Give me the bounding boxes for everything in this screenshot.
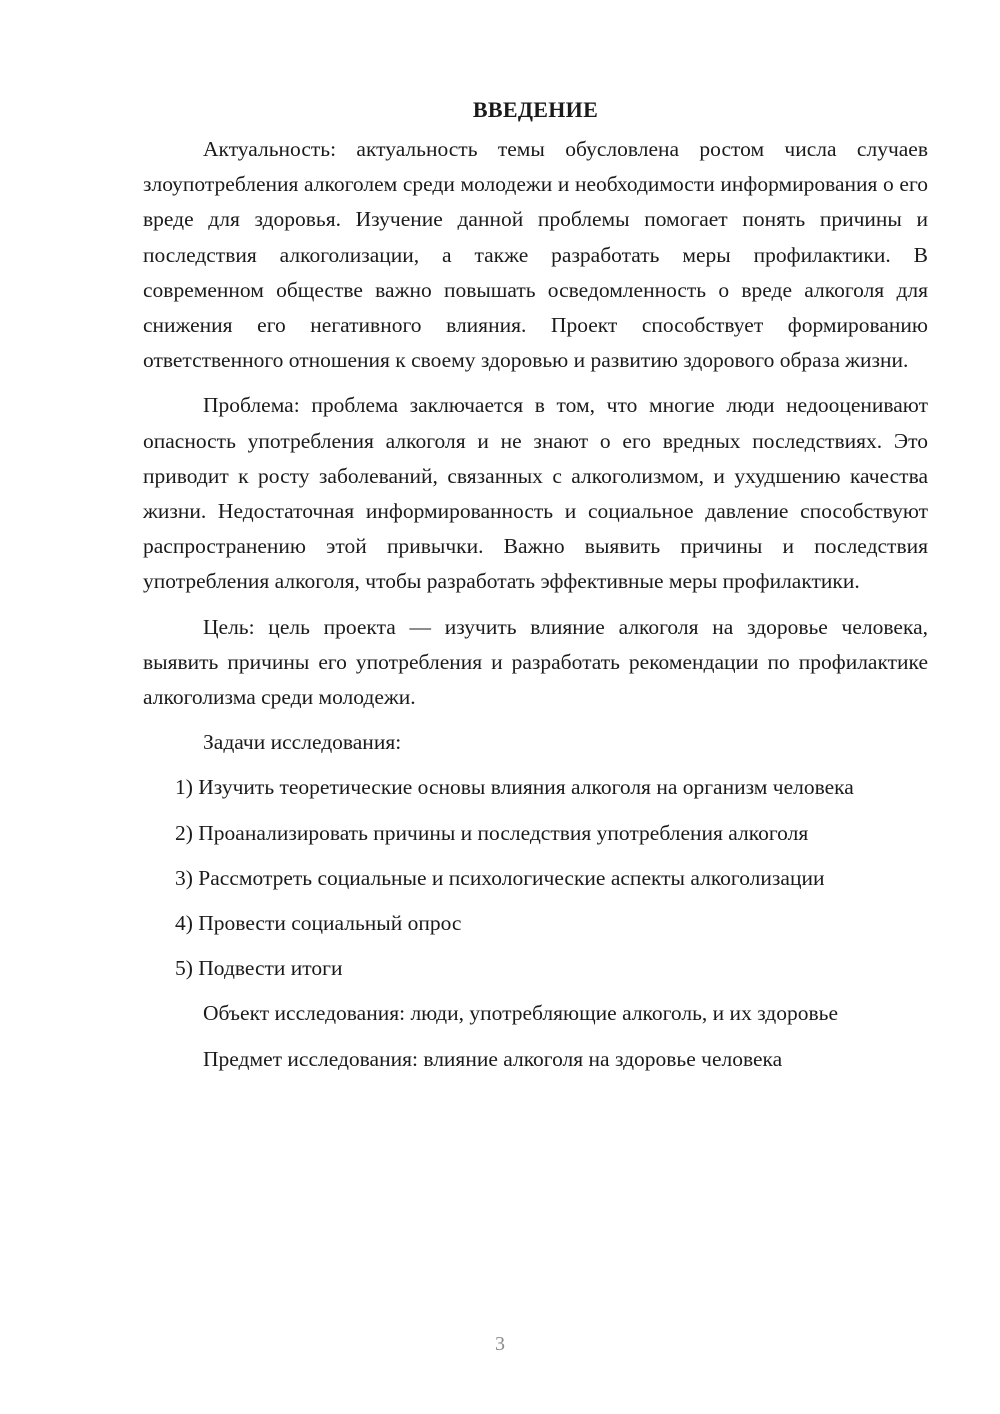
task-item-3: 3) Рассмотреть социальные и психологические аспекты алкоголизации <box>175 865 825 890</box>
page-number: 3 <box>495 1333 505 1355</box>
task-item-4: 4) Провести социальный опрос <box>175 911 462 936</box>
subject-paragraph: Предмет исследования: влияние алкоголя на здоровье человека <box>203 1046 783 1071</box>
task-item-1: 1) Изучить теоретические основы влияния алкоголя на организм человека <box>175 775 854 800</box>
tasks-title: Задачи исследования: <box>203 730 402 755</box>
object-paragraph: Объект исследования: люди, употребляющие алкоголь, и их здоровье <box>203 1001 838 1026</box>
problem-paragraph: Проблема: проблема заключается в том, что многие люди недооценивают опасность употребления алкоголя и не знают о его вредных последствиях. Это приводит к росту заболеваний, связанных с алкоголизмом, и ухудшению качества жизни. Недостаточная информированность и социальное давление способствуют распространению этой привычки. Важно выявить причины и последствия употребления алкоголя, чтобы разработать эффективные меры профилактики. <box>143 393 928 594</box>
goal-paragraph: Цель: цель проекта — изучить влияние алкоголя на здоровье человека, выявить причины его употребления и разработать рекомендации по профилактике алкоголизма среди молодежи. <box>143 614 928 710</box>
document-page <box>143 92 928 1087</box>
section-heading: ВВЕДЕНИЕ <box>472 97 599 122</box>
relevance-paragraph: Актуальность: актуальность темы обусловлена ростом числа случаев злоупотребления алкоголем среди молодежи и необходимости информирования о его вреде для здоровья. Изучение данной проблемы помогает понять причины и последствия алкоголизации, а также разработать меры профилактики. В современном обществе важно повышать осведомленность о вреде алкоголя для снижения его негативного влияния. Проект способствует формированию ответственного отношения к своему здоровью и развитию здорового образа жизни. <box>143 137 928 373</box>
task-item-2: 2) Проанализировать причины и последствия употребления алкоголя <box>175 820 809 845</box>
task-item-5: 5) Подвести итоги <box>175 956 343 981</box>
